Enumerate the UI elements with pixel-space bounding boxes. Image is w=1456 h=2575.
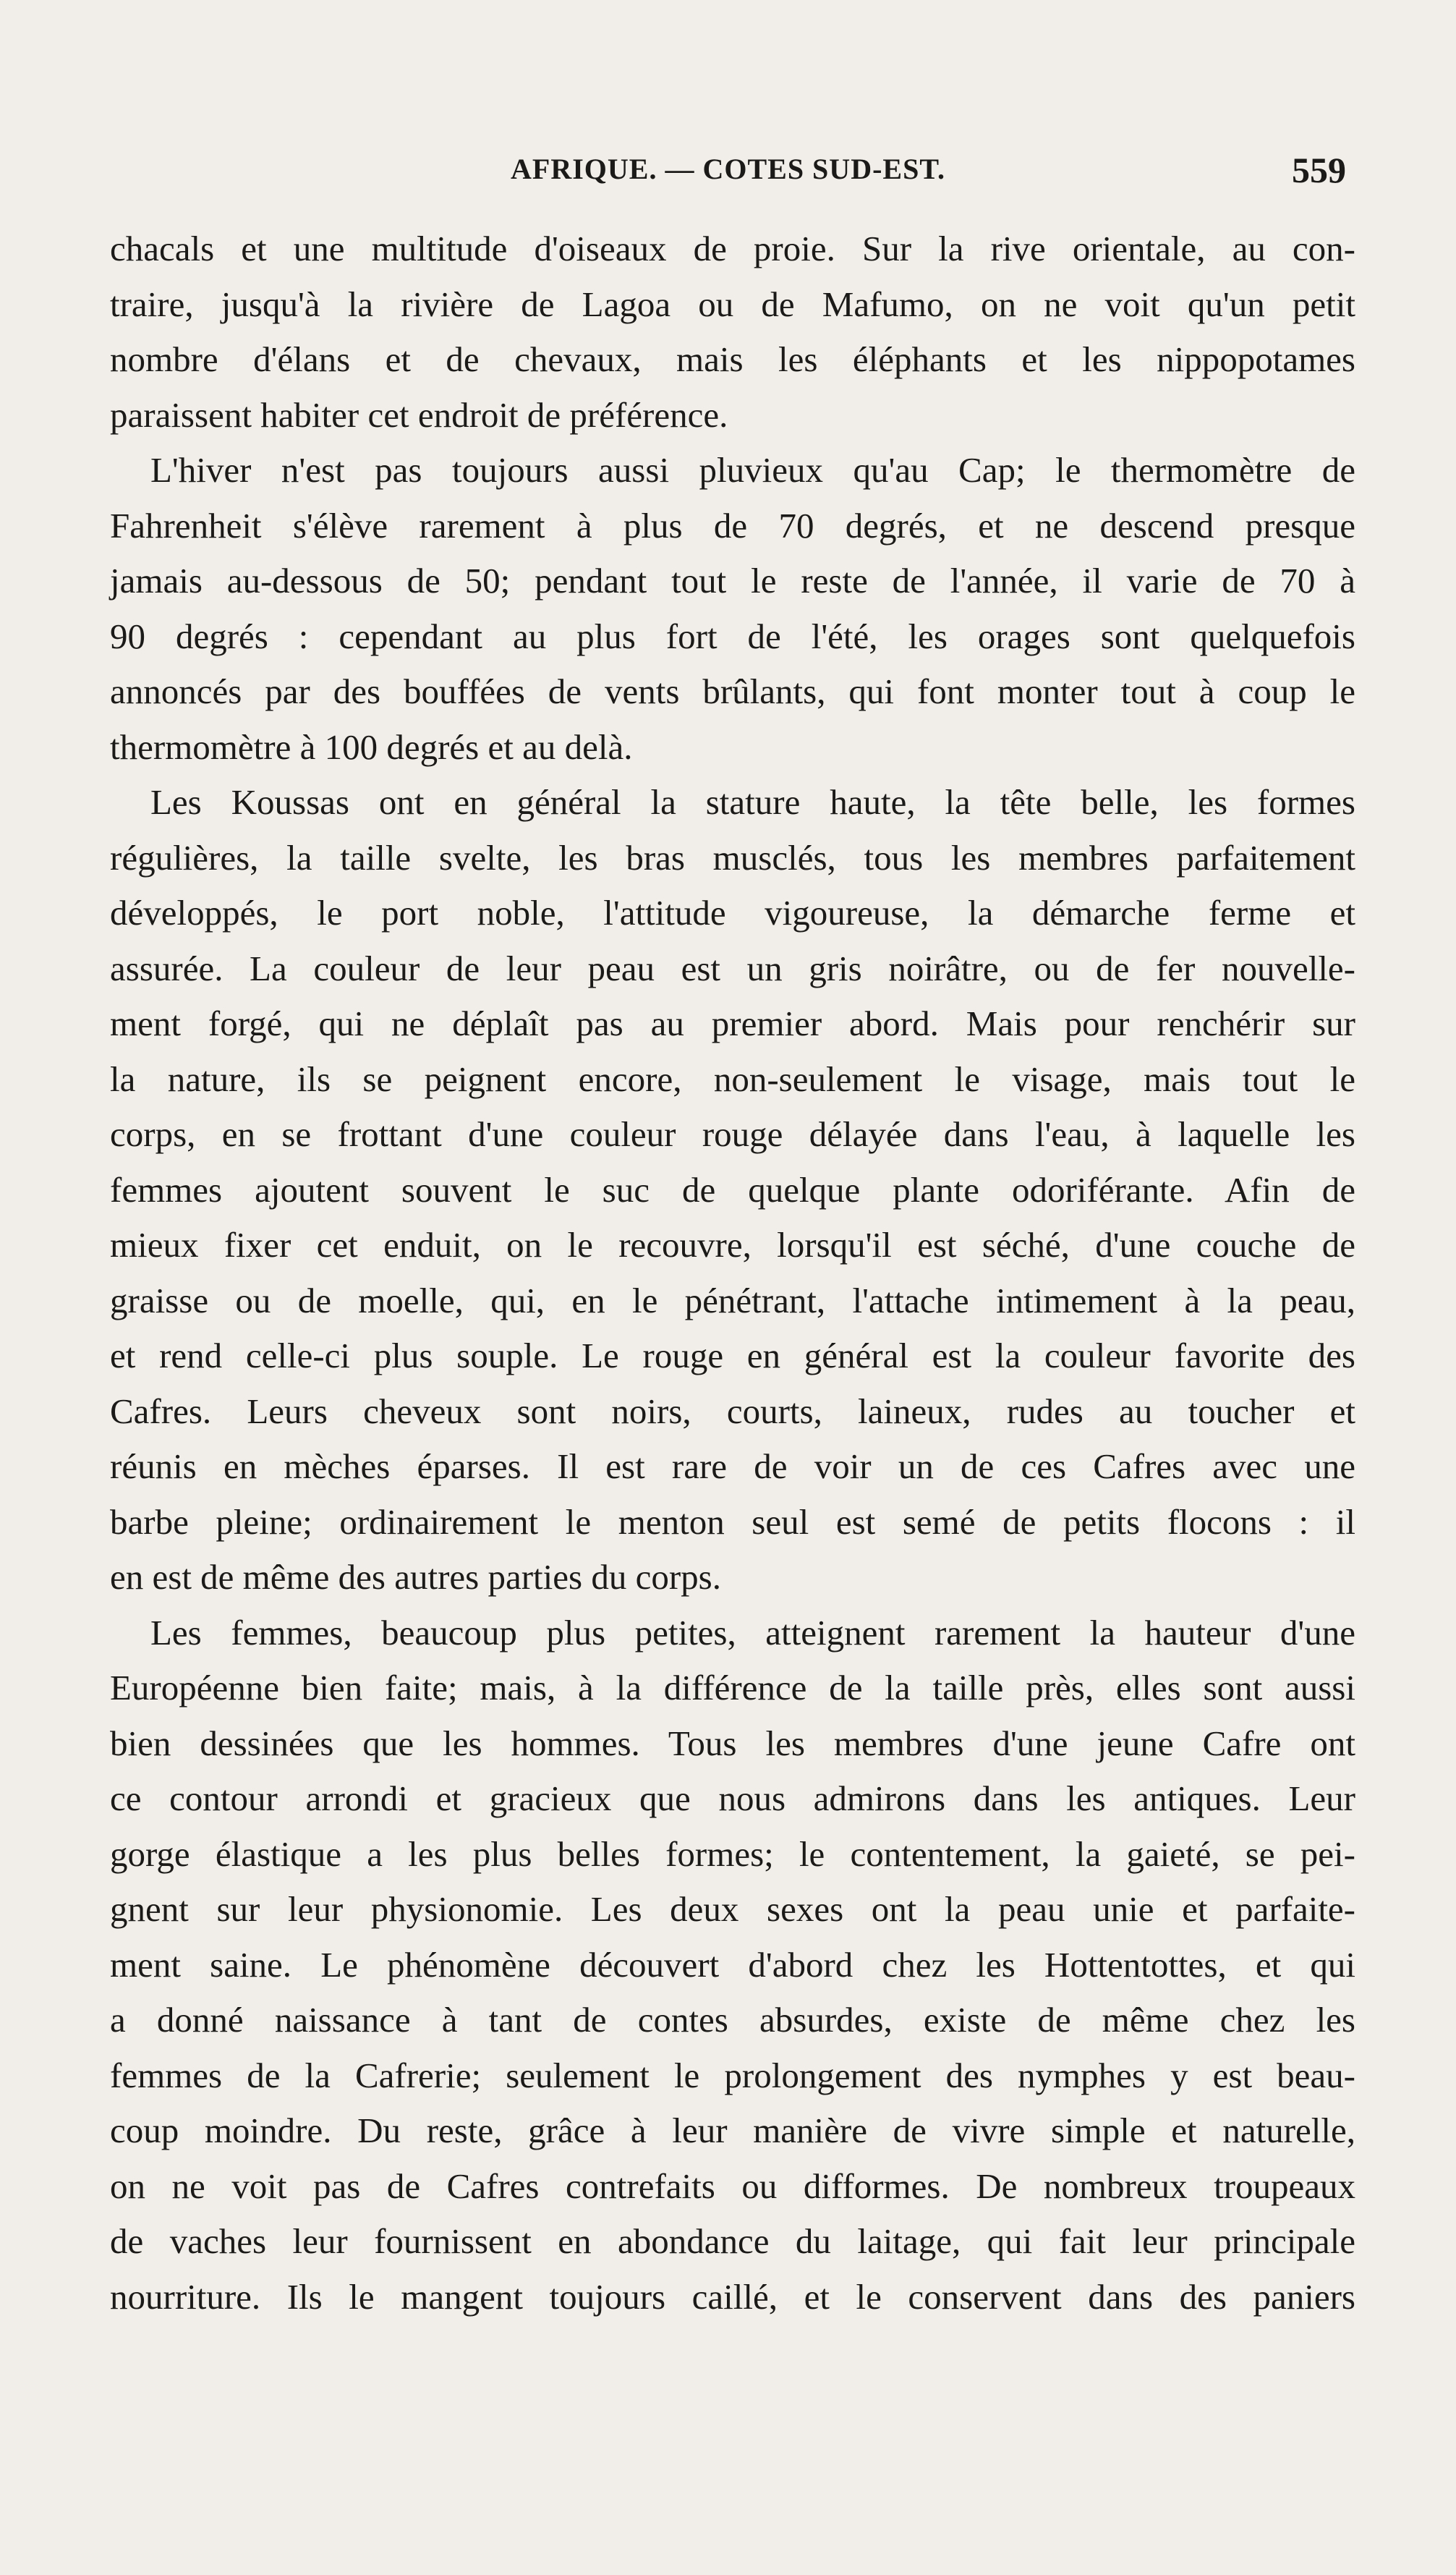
page-number: 559 [1292,150,1346,190]
text-line: Les Koussas ont en général la stature haute, la tête belle, les formes [150,782,1355,822]
text-line: nourriture. Ils le mangent toujours caillé, et le conservent dans des paniers [110,2276,1355,2317]
text-line: de vaches leur fournissent en abondance du laitage, qui fait leur principale [110,2221,1355,2261]
running-header [0,149,1456,200]
text-line: on ne voit pas de Cafres contrefaits ou difformes. De nombreux troupeaux [110,2165,1355,2206]
text-line: jamais au-dessous de 50; pendant tout le reste de l'année, il varie de 70 à [110,561,1355,601]
running-title: AFRIQUE. — COTES SUD-EST. [511,153,946,185]
text-line: gorge élastique a les plus belles formes; le contentement, la gaieté, se pei- [110,1833,1355,1874]
text-line: annoncés par des bouffées de vents brûlants, qui font monter tout à coup le [110,671,1355,711]
text-line: mieux fixer cet enduit, on le recouvre, lorsqu'il est séché, d'une couche de [110,1225,1355,1265]
text-line: bien dessinées que les hommes. Tous les membres d'une jeune Cafre ont [110,1723,1355,1763]
text-line: ment saine. Le phénomène découvert d'abord chez les Hottentottes, et qui [110,1944,1355,1985]
text-line: L'hiver n'est pas toujours aussi pluvieux qu'au Cap; le thermomètre de [150,450,1355,490]
text-line: ment forgé, qui ne déplaît pas au premier abord. Mais pour renchérir sur [110,1004,1355,1043]
text-line: gnent sur leur physionomie. Les deux sexes ont la peau unie et parfaite- [110,1889,1355,1929]
text-line: femmes de la Cafrerie; seulement le prolongement des nymphes y est beau- [110,2055,1355,2095]
text-line: Les femmes, beaucoup plus petites, atteignent rarement la hauteur d'une [150,1612,1355,1653]
text-line: et rend celle-ci plus souple. Le rouge en général est la couleur favorite des [110,1336,1355,1375]
text-line: coup moindre. Du reste, grâce à leur manière de vivre simple et naturelle, [110,2111,1355,2150]
text-line: femmes ajoutent souvent le suc de quelque plante odoriférante. Afin de [110,1169,1355,1210]
text-line: Cafres. Leurs cheveux sont noirs, courts, laineux, rudes au toucher et [110,1391,1355,1431]
text-line: assurée. La couleur de leur peau est un gris noirâtre, ou de fer nouvelle- [110,948,1355,988]
text-line: en est de même des autres parties du corps. [110,1557,721,1597]
text-line: chacals et une multitude d'oiseaux de proie. Sur la rive orientale, au con- [110,229,1355,268]
text-line: ce contour arrondi et gracieux que nous admirons dans les antiques. Leur [110,1778,1355,1818]
text-line: Européenne bien faite; mais, à la différence de la taille près, elles sont aussi [110,1668,1355,1708]
text-line: nombre d'élans et de chevaux, mais les éléphants et les nippopotames [110,339,1355,379]
text-line: traire, jusqu'à la rivière de Lagoa ou de Mafumo, on ne voit qu'un petit [110,284,1355,324]
text-line: Fahrenheit s'élève rarement à plus de 70 degrés, et ne descend presque [110,505,1355,546]
text-line: thermomètre à 100 degrés et au delà. [110,726,633,767]
text-line: graisse ou de moelle, qui, en le pénétrant, l'attache intimement à la peau, [110,1280,1355,1320]
text-line: paraissent habiter cet endroit de préférence. [110,394,728,435]
text-line: corps, en se frottant d'une couleur rouge délayée dans l'eau, à laquelle les [110,1114,1355,1154]
text-line: a donné naissance à tant de contes absurdes, existe de même chez les [110,2000,1355,2040]
text-line: réunis en mèches éparses. Il est rare de voir un de ces Cafres avec une [110,1446,1355,1486]
body-text [110,221,1355,2325]
text-line: 90 degrés : cependant au plus fort de l'été, les orages sont quelquefois [110,616,1355,656]
text-line: la nature, ils se peignent encore, non-seulement le visage, mais tout le [110,1059,1355,1099]
text-line: développés, le port noble, l'attitude vigoureuse, la démarche ferme et [110,893,1355,933]
text-line: régulières, la taille svelte, les bras musclés, tous les membres parfaitement [110,837,1355,878]
text-line: barbe pleine; ordinairement le menton seul est semé de petits flocons : il [110,1501,1355,1542]
